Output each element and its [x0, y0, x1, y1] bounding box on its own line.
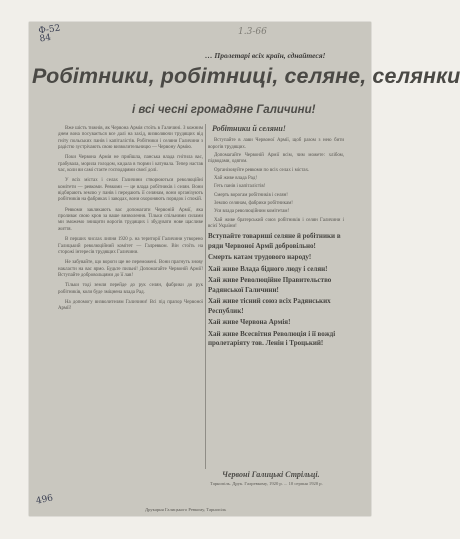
- archive-mark-bottom-left: 496: [35, 493, 55, 507]
- slogan-line: Хай живе Всесвітня Революція і її вожді пролетаріяту тов. Ленін і Троцький!: [208, 329, 336, 348]
- right-paragraph: Геть панів і капіталістів!: [214, 184, 266, 190]
- right-paragraph: Хай живе влада Рад!: [214, 176, 257, 182]
- printer-line: Друкарня Галицького Ревкому, Тарнопіль: [145, 507, 227, 512]
- left-paragraph: Вже шість тижнів, як Червона Армія стоїть в Галичині. З кожним днем вона посувається все далі на захід, визволяючи трудящих від гніту польських панів і капіталістів. Робітники і селяни Галичини з радістю зустрічають свою визволительницю — Червону Армію.: [58, 126, 203, 151]
- slogan-line: Хай живе тісний союз всіх Радянських Республик!: [208, 297, 331, 315]
- slogan-line: Вступайте товариші селяне й робітники в ряди Червоної Армії добровільно!: [208, 232, 341, 250]
- right-paragraph: Допомагайте Червоній Армії всім, чим можете: хлібом, підводами, одягом.: [208, 153, 344, 165]
- left-paragraph: Не забувайте, що вороги ще не переможені. Вони прагнуть знову накласти на вас ярмо. Будьте пильні! Допомагайте Червоній Армії! Вступайте добровольцями до її лав!: [58, 260, 203, 278]
- leaflet-subtitle: і всі чесні громадяне Галичини!: [132, 104, 316, 116]
- right-paragraph: Хай живе братерський союз робітників і селян Галичини і всієї України!: [208, 217, 344, 230]
- left-column: [58, 126, 203, 317]
- slogan-line: Хай живе Червона Армія!: [208, 318, 291, 327]
- left-paragraph: Поки Червона Армія не прийшла, панська влада гнітила вас, грабувала, морила голодом, кидала в тюрми і катувала. Тепер настав час, коли ви самі стаєте господарями своєї долі.: [58, 155, 203, 174]
- right-paragraph: Уся влада революційним комітетам!: [214, 209, 290, 215]
- right-paragraph: Смерть ворогам робітників і селян!: [214, 192, 288, 198]
- archive-mark-top-right: 1.3-66: [238, 27, 267, 37]
- signature: Червоні Галицькі Стрільці.: [222, 470, 320, 479]
- slogan-line: Хай живе Революційне Правительство Радянської Галичини!: [208, 276, 332, 294]
- archive-mark-top-left: Ф-52 84: [37, 23, 62, 45]
- leaflet-title: Робітники, робітниці, селяне, селянки: [32, 64, 460, 88]
- right-paragraph: Землю селянам, фабрики робітникам!: [214, 201, 293, 207]
- left-paragraph: Тільки тоді земля перейде до рук селян, фабрики до рук робітників, коли буде зміцнена влада Рад.: [58, 283, 203, 295]
- slogan-line: Хай живе Влада бідного люду і селян!: [208, 264, 328, 273]
- left-paragraph: Ревкоми закликають вас допомагати Червоній Армії, яка проливає свою кров за ваше визволення. Тільки спільними силами ми зможемо знищити ворогів трудящих і збудувати нове щасливе життя.: [58, 207, 203, 232]
- header-slogan: … Пролетарі всіх країн, єднайтеся!: [205, 51, 326, 60]
- left-paragraph: У всіх містах і селах Галичини створюються революційні комітети — ревкоми. Ревкоми — це влада робітників і селян. Вони відбирають землю у панів і передають її селянам, вони організують робітників на фабриках і заводах, вони охороняють порядок і спокій.: [58, 178, 203, 203]
- right-paragraph: Організовуйте ревкоми по всіх селах і містах.: [214, 167, 310, 173]
- column-divider: [205, 124, 206, 469]
- right-column: [208, 126, 344, 351]
- left-paragraph: На допомогу визволителям Галичини! Всі під прапор Червоної Армії!: [58, 299, 203, 312]
- right-paragraph: Вступайте в лави Червоної Армії, щоб разом з нею бити ворогів трудящих.: [208, 138, 344, 150]
- imprint-line: Тарнопіль. Друк. Галревкому, 1920 р. ... 10 серпня 1920 р.: [210, 481, 323, 486]
- left-paragraph: В перших числах липня 1920 р. на території Галичини утворено Галицький революційний комітет — Галревком. Він стоїть на сторожі інтересів трудящих Галичини.: [58, 237, 203, 255]
- right-column-heading: Робітники й селяни!: [212, 124, 286, 133]
- slogan-line: Смерть катам трудового народу!: [208, 253, 312, 262]
